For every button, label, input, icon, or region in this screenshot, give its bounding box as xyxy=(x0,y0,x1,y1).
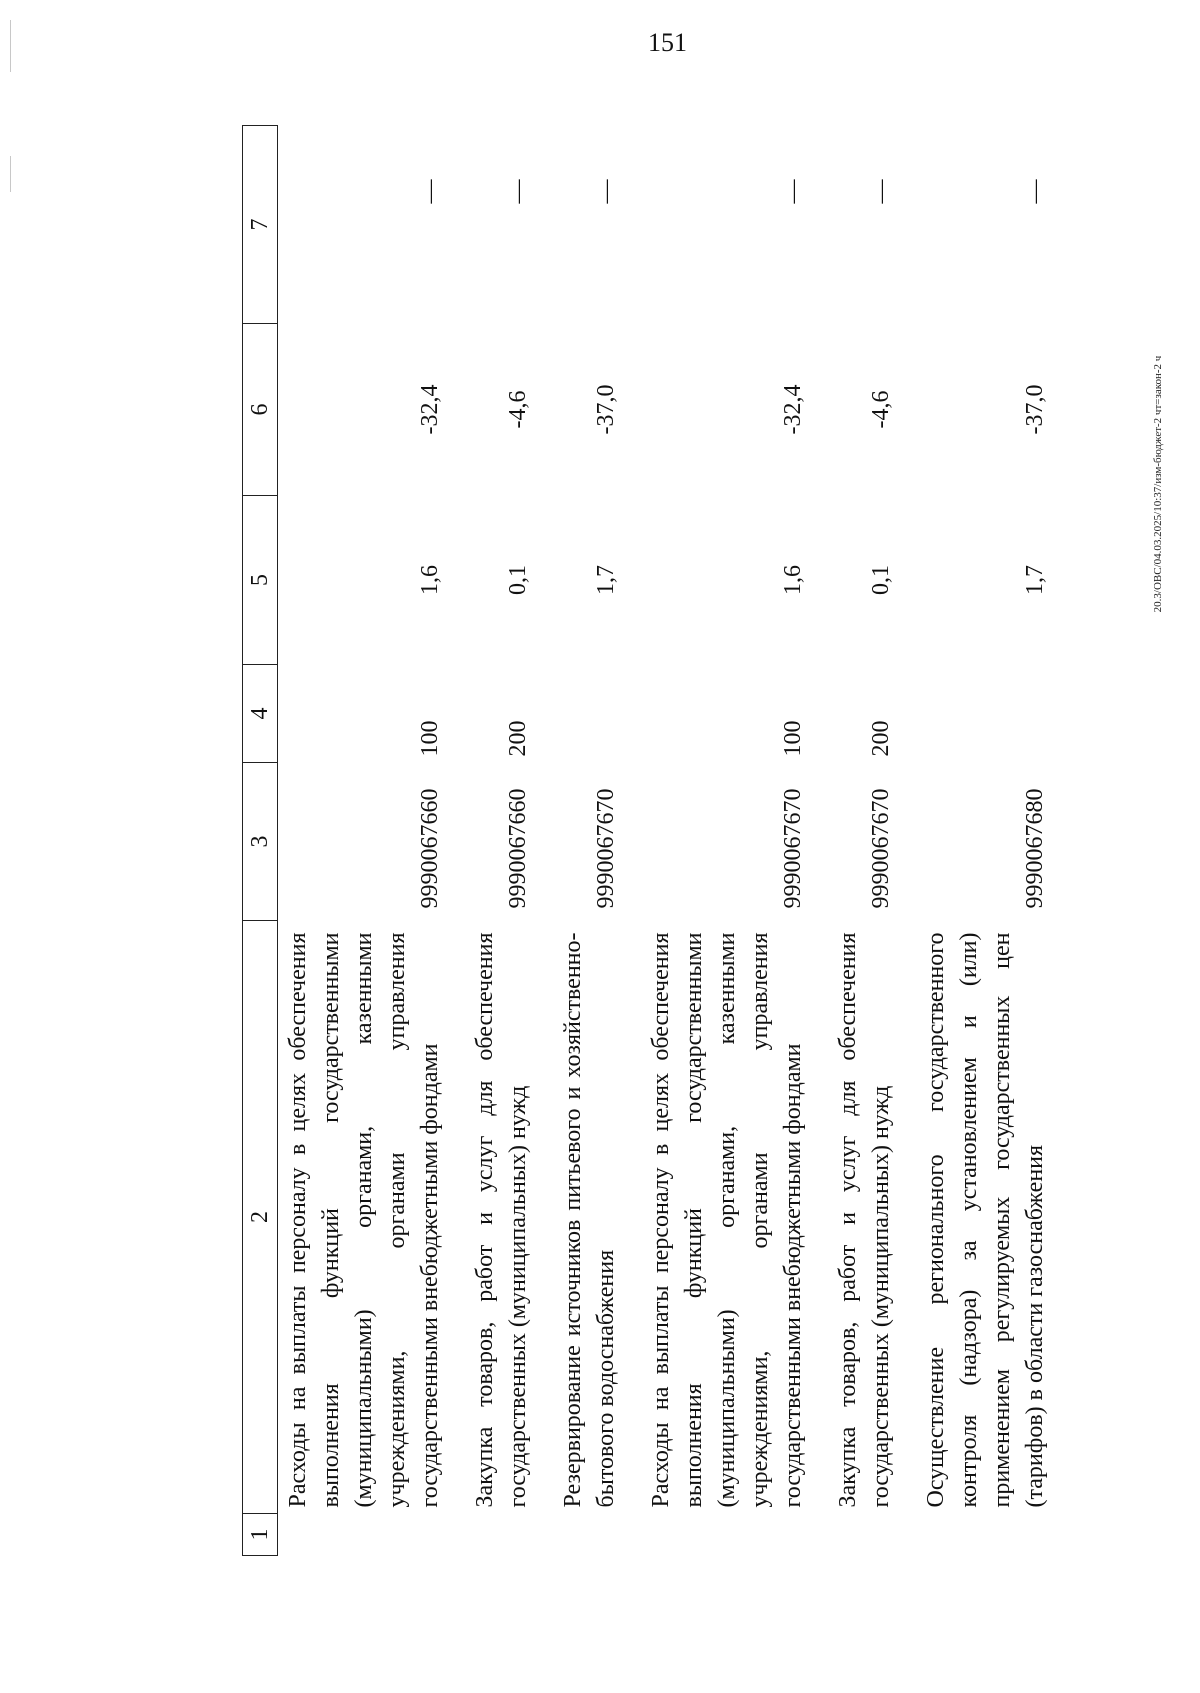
row-col7-value: — xyxy=(593,179,619,204)
row-expense-type: 100 xyxy=(417,720,443,757)
row-description: Закупка товаров, работ и услуг для обеспечения государственных (муниципальных) нужд xyxy=(835,932,894,1508)
row-target-code: 9990067670 xyxy=(593,788,619,909)
row-col7-value: — xyxy=(1022,179,1048,204)
row-target-code: 9990067680 xyxy=(1022,788,1048,909)
budget-table xyxy=(242,125,1074,1556)
column-header-4: 4 xyxy=(243,665,278,763)
row-col6-value: -4,6 xyxy=(505,390,531,429)
row-expense-type: 100 xyxy=(780,720,806,757)
row-col5-value: 1,7 xyxy=(1022,565,1048,595)
footer-code xyxy=(1148,104,1168,864)
row-target-code: 9990067660 xyxy=(417,788,443,909)
row-col6-value: -4,6 xyxy=(868,390,894,429)
scan-edge-mark xyxy=(10,20,11,72)
table-header-row xyxy=(243,126,278,1556)
column-header-3: 3 xyxy=(243,763,278,921)
column-header-1: 1 xyxy=(243,1514,278,1556)
row-expense-type: 200 xyxy=(505,720,531,757)
budget-table-frame xyxy=(242,126,1112,1556)
row-col7-value: — xyxy=(780,179,806,204)
column-header-2: 2 xyxy=(243,921,278,1514)
row-description: Резервирование источников питьевого и хозяйственно-бытового водоснабжения xyxy=(560,932,619,1508)
row-col5-value: 1,6 xyxy=(780,565,806,595)
row-col7-value: — xyxy=(868,179,894,204)
scan-edge-mark xyxy=(10,156,11,192)
row-description: Расходы на выплаты персоналу в целях обеспечения выполнения функций государственными (муниципальными) органами, казенными учреждениями, органами управления государственными внебюджетными фондами xyxy=(285,932,443,1508)
table-row xyxy=(278,126,470,1556)
row-col6-value: -37,0 xyxy=(1022,384,1048,435)
row-col5-value: 1,6 xyxy=(417,565,443,595)
row-index-cell xyxy=(832,1514,920,1556)
row-col5-value: 0,1 xyxy=(505,565,531,595)
footer-code-text: 20.3/ОВС/04.03.2025/10:37/изм-бюджет-2 чт=закон-2 ч xyxy=(1152,355,1164,613)
row-description: Расходы на выплаты персоналу в целях обеспечения выполнения функций государственными (муниципальными) органами, казенными учреждениями, органами управления государственными внебюджетными фондами xyxy=(648,932,806,1508)
row-col6-value: -37,0 xyxy=(593,384,619,435)
row-target-code: 9990067670 xyxy=(868,788,894,909)
row-expense-type xyxy=(920,665,1074,763)
row-index-cell xyxy=(469,1514,557,1556)
row-expense-type xyxy=(557,665,645,763)
row-expense-type: 200 xyxy=(868,720,894,757)
row-description: Осуществление регионального государственного контроля (надзора) за установлением и (или) применением регулируемых государственных цен (тарифов) в области газоснабжения xyxy=(923,932,1048,1508)
row-index-cell xyxy=(645,1514,832,1556)
row-index-cell xyxy=(920,1514,1074,1556)
row-index-cell xyxy=(278,1514,470,1556)
table-row xyxy=(557,126,645,1556)
table-row xyxy=(469,126,557,1556)
column-header-7: 7 xyxy=(243,126,278,324)
page-number: 151 xyxy=(648,28,687,57)
table-row xyxy=(645,126,832,1556)
row-col6-value: -32,4 xyxy=(780,384,806,435)
table-row xyxy=(920,126,1074,1556)
row-target-code: 9990067660 xyxy=(505,788,531,909)
row-col5-value: 0,1 xyxy=(868,565,894,595)
row-col7-value: — xyxy=(417,179,443,204)
row-col7-value: — xyxy=(505,179,531,204)
row-col5-value: 1,7 xyxy=(593,565,619,595)
column-header-5: 5 xyxy=(243,496,278,665)
table-row xyxy=(832,126,920,1556)
column-header-6: 6 xyxy=(243,324,278,496)
row-col6-value: -32,4 xyxy=(417,384,443,435)
row-index-cell xyxy=(557,1514,645,1556)
row-description: Закупка товаров, работ и услуг для обеспечения государственных (муниципальных) нужд xyxy=(472,932,531,1508)
row-target-code: 9990067670 xyxy=(780,788,806,909)
